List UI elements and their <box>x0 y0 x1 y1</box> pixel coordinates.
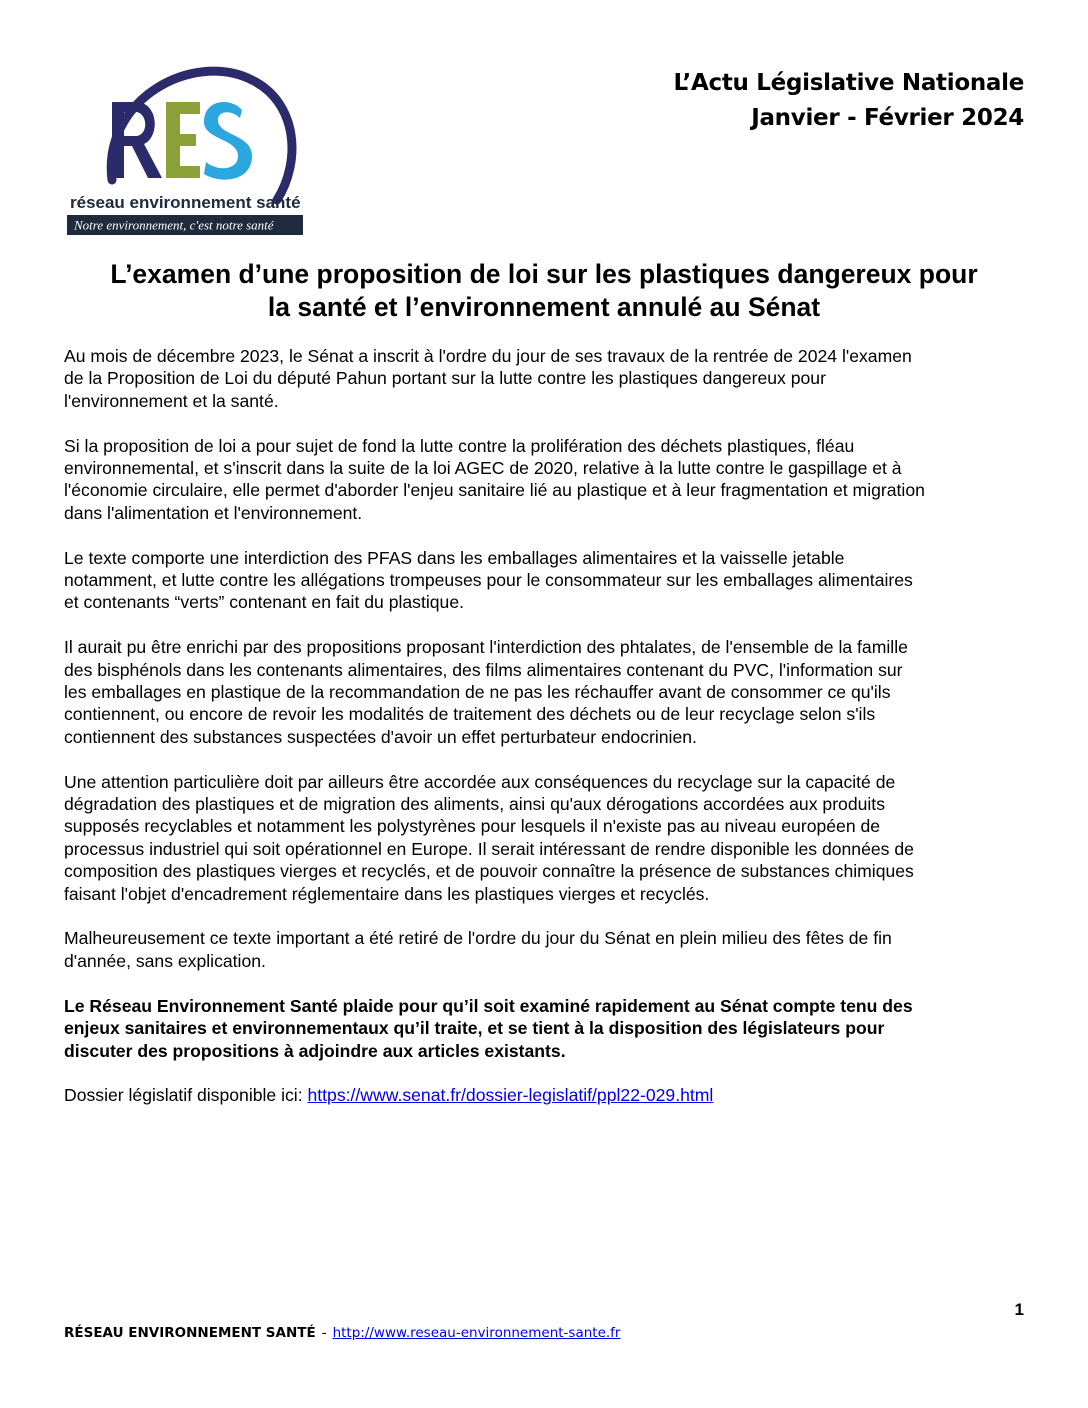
text-line: contiennent, ou encore de revoir les modalités de traitement des déchets ou de leur recyclage selon s'ils <box>64 704 876 725</box>
paragraph-intro <box>64 345 1032 412</box>
text-line: Si la proposition de loi a pour sujet de fond la lutte contre la prolifération des déchets plastiques, fléau <box>64 435 855 456</box>
article-body <box>64 345 1032 1129</box>
dossier-link[interactable]: https://www.senat.fr/dossier-legislatif/ppl22-029.html <box>307 1085 714 1106</box>
footer-separator: - <box>321 1325 327 1341</box>
article-title-line: la santé et l’environnement annulé au Sénat <box>267 292 821 322</box>
text-line: processus industriel qui soit opérationnel en Europe. Il serait intéressant de rendre disponible les données de <box>64 838 914 859</box>
text-line: discuter des propositions à adjoindre aux articles existants. <box>64 1040 566 1061</box>
text-line: l'économie circulaire, elle permet d'aborder l'enjeu sanitaire lié au plastique et à leur fragmentation et migration <box>64 480 925 501</box>
paragraph-enrichment <box>64 636 1032 748</box>
page-footer <box>64 1325 620 1341</box>
paragraph-content <box>64 547 1032 614</box>
logo-letter-s <box>204 102 252 180</box>
paragraph-advocacy <box>64 995 1032 1062</box>
text-line: et contenants “verts” contenant en fait du plastique. <box>64 592 465 613</box>
res-logo-graphic <box>62 60 312 238</box>
text-line: dans l'alimentation et l'environnement. <box>64 502 363 523</box>
text-line: Le Réseau Environnement Santé plaide pour qu’il soit examiné rapidement au Sénat compte tenu des <box>64 995 913 1016</box>
logo-arc <box>111 71 292 200</box>
text-line: Le texte comporte une interdiction des PFAS dans les emballages alimentaires et la vaisselle jetable <box>64 547 845 568</box>
text-line: faisant l'objet d'encadrement réglementaire dans les plastiques vierges et recyclés. <box>64 883 710 904</box>
text-line: supposés recyclables et notamment les polystyrènes pour lesquels il n'existe pas au niveau européen de <box>64 816 881 837</box>
logo-letter-e <box>166 102 200 178</box>
header-series-title: L’Actu Législative Nationale <box>673 70 1024 96</box>
text-line: contiennent des substances suspectées d'avoir un effet perturbateur endocrinien. <box>64 726 697 747</box>
text-line: composition des plastiques vierges et recyclés, et de pouvoir connaître la présence de substances chimiques <box>64 861 914 882</box>
paragraph-recycling <box>64 771 1032 905</box>
text-line: enjeux sanitaires et environnementaux qu’il traite, et se tient à la disposition des législateurs pour <box>64 1018 885 1039</box>
dossier-label: Dossier législatif disponible ici: <box>64 1085 308 1106</box>
newsletter-header <box>673 66 1024 136</box>
paragraph-dossier <box>64 1084 1032 1106</box>
footer-org-name: RÉSEAU ENVIRONNEMENT SANTÉ <box>64 1325 316 1341</box>
text-line: d'année, sans explication. <box>64 950 266 971</box>
text-line: Malheureusement ce texte important a été retiré de l'ordre du jour du Sénat en plein milieu des fêtes de fin <box>64 928 892 949</box>
res-logo <box>62 60 312 238</box>
text-line: dégradation des plastiques et de migration des aliments, ainsi qu'aux dérogations accordées aux produits <box>64 794 885 815</box>
text-line: les emballages en plastique de la recommandation de ne pas les réchauffer avant de consommer ce qu'ils <box>64 682 891 703</box>
text-line: Une attention particulière doit par ailleurs être accordée aux conséquences du recyclage sur la capacité de <box>64 771 896 792</box>
footer-website-link[interactable]: http://www.reseau-environnement-sante.fr <box>332 1325 621 1341</box>
article-title <box>64 258 1024 324</box>
page-number: 1 <box>1014 1300 1024 1319</box>
logo-tagline: Notre environnement, c'est notre santé <box>74 217 274 233</box>
text-line: de la Proposition de Loi du député Pahun portant sur la lutte contre les plastiques dangereux pour <box>64 368 826 389</box>
article-title-line: L’examen d’une proposition de loi sur les plastiques dangereux pour <box>110 259 978 289</box>
text-line: l'environnement et la santé. <box>64 390 279 411</box>
header-period: Janvier - Février 2024 <box>751 105 1024 131</box>
paragraph-context <box>64 435 1032 525</box>
logo-letter-r <box>112 102 162 178</box>
text-line: Il aurait pu être enrichi par des propositions proposant l'interdiction des phtalates, de l'ensemble de la famille <box>64 637 908 658</box>
text-line: environnemental, et s'inscrit dans la suite de la loi AGEC de 2020, relative à la lutte contre le gaspillage et à <box>64 458 902 479</box>
text-line: Au mois de décembre 2023, le Sénat a inscrit à l'ordre du jour de ses travaux de la rentrée de 2024 l'examen <box>64 346 912 366</box>
paragraph-withdrawal <box>64 927 1032 972</box>
logo-name: réseau environnement santé <box>70 193 301 212</box>
text-line: notamment, et lutte contre les allégations trompeuses pour le consommateur sur les emballages alimentaires <box>64 570 913 591</box>
text-line: des bisphénols dans les contenants alimentaires, des films alimentaires contenant du PVC, l'information sur <box>64 659 903 680</box>
